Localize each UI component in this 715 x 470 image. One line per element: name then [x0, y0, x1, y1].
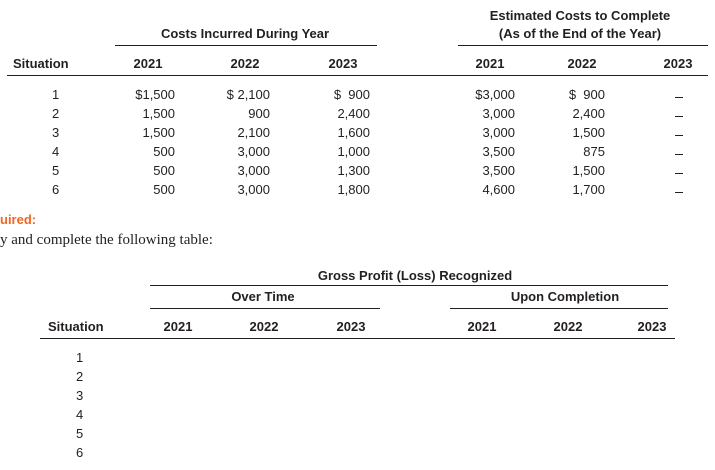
estimated-year-2023: 2023 — [663, 56, 693, 71]
table2-situation-4: 4 — [76, 407, 84, 422]
required-label: uired: — [0, 212, 37, 227]
table-row-1-est-2021: $3,000 — [475, 87, 515, 102]
upon-completion-header: Upon Completion — [510, 289, 620, 304]
table-row-3-est-2023-dash — [675, 135, 683, 136]
estimated-year-2022: 2022 — [567, 56, 597, 71]
table2-situation-6: 6 — [76, 445, 84, 460]
table-row-6-cost-2022: 3,000 — [237, 182, 270, 197]
table-row-5-est-2023-dash — [675, 173, 683, 174]
ot-year-2023: 2023 — [336, 319, 366, 334]
table-row-5-situation: 5 — [52, 163, 60, 178]
costs-incurred-header: Costs Incurred During Year — [160, 26, 330, 41]
table-row-1-cost-2021: $1,500 — [135, 87, 175, 102]
table-row-6-est-2021: 4,600 — [482, 182, 515, 197]
estimated-costs-header-line2: (As of the End of the Year) — [498, 26, 662, 41]
table-row-2-est-2023-dash — [675, 116, 683, 117]
uc-year-2023: 2023 — [637, 319, 667, 334]
over-time-rule — [150, 308, 380, 309]
table-row-4-est-2023-dash — [675, 154, 683, 155]
table-row-5-est-2021: 3,500 — [482, 163, 515, 178]
table-row-2-cost-2021: 1,500 — [142, 106, 175, 121]
table-row-1-cost-2023: $ 900 — [333, 87, 370, 102]
table2-header-rule — [40, 338, 675, 339]
table-row-3-cost-2023: 1,600 — [337, 125, 370, 140]
table-row-6-est-2023-dash — [675, 192, 683, 193]
table-row-6-cost-2023: 1,800 — [337, 182, 370, 197]
table1-header-rule — [7, 75, 708, 76]
required-instruction: y and complete the following table: — [0, 232, 213, 248]
table-row-4-situation: 4 — [52, 144, 60, 159]
table-row-5-cost-2021: 500 — [153, 163, 175, 178]
table-row-3-est-2021: 3,000 — [482, 125, 515, 140]
over-time-header: Over Time — [231, 289, 295, 304]
uc-year-2021: 2021 — [467, 319, 497, 334]
situation-header-2: Situation — [48, 319, 104, 334]
table-row-1-situation: 1 — [52, 87, 60, 102]
table-row-4-est-2021: 3,500 — [482, 144, 515, 159]
costs-year-2023: 2023 — [328, 56, 358, 71]
table-row-2-est-2021: 3,000 — [482, 106, 515, 121]
table-row-6-situation: 6 — [52, 182, 60, 197]
costs-group-rule — [115, 45, 377, 46]
ot-year-2021: 2021 — [163, 319, 193, 334]
upon-completion-rule — [450, 308, 668, 309]
table-row-2-est-2022: 2,400 — [572, 106, 605, 121]
table-row-6-cost-2021: 500 — [153, 182, 175, 197]
table-row-4-cost-2022: 3,000 — [237, 144, 270, 159]
costs-year-2021: 2021 — [133, 56, 163, 71]
estimated-costs-header-line1: Estimated Costs to Complete — [489, 8, 671, 23]
table-row-2-cost-2023: 2,400 — [337, 106, 370, 121]
situation-header: Situation — [13, 56, 69, 71]
uc-year-2022: 2022 — [553, 319, 583, 334]
table-row-6-est-2022: 1,700 — [572, 182, 605, 197]
table2-situation-1: 1 — [76, 350, 84, 365]
ot-year-2022: 2022 — [249, 319, 279, 334]
table-row-2-situation: 2 — [52, 106, 60, 121]
costs-year-2022: 2022 — [230, 56, 260, 71]
table-row-4-cost-2021: 500 — [153, 144, 175, 159]
table-row-3-situation: 3 — [52, 125, 60, 140]
table-row-4-est-2022: 875 — [583, 144, 605, 159]
gross-profit-title: Gross Profit (Loss) Recognized — [317, 268, 513, 283]
table-row-2-cost-2022: 900 — [248, 106, 270, 121]
estimated-year-2021: 2021 — [475, 56, 505, 71]
table-row-4-cost-2023: 1,000 — [337, 144, 370, 159]
table-row-5-est-2022: 1,500 — [572, 163, 605, 178]
table-row-1-est-2023-dash — [675, 97, 683, 98]
table2-situation-2: 2 — [76, 369, 84, 384]
table2-situation-5: 5 — [76, 426, 84, 441]
table-row-3-cost-2022: 2,100 — [237, 125, 270, 140]
table-row-5-cost-2023: 1,300 — [337, 163, 370, 178]
estimated-group-rule — [458, 45, 708, 46]
table-row-1-cost-2022: $ 2,100 — [226, 87, 270, 102]
table-row-3-est-2022: 1,500 — [572, 125, 605, 140]
gross-profit-title-rule — [150, 285, 668, 286]
table-row-3-cost-2021: 1,500 — [142, 125, 175, 140]
table-row-5-cost-2022: 3,000 — [237, 163, 270, 178]
table2-situation-3: 3 — [76, 388, 84, 403]
table-row-1-est-2022: $ 900 — [568, 87, 605, 102]
